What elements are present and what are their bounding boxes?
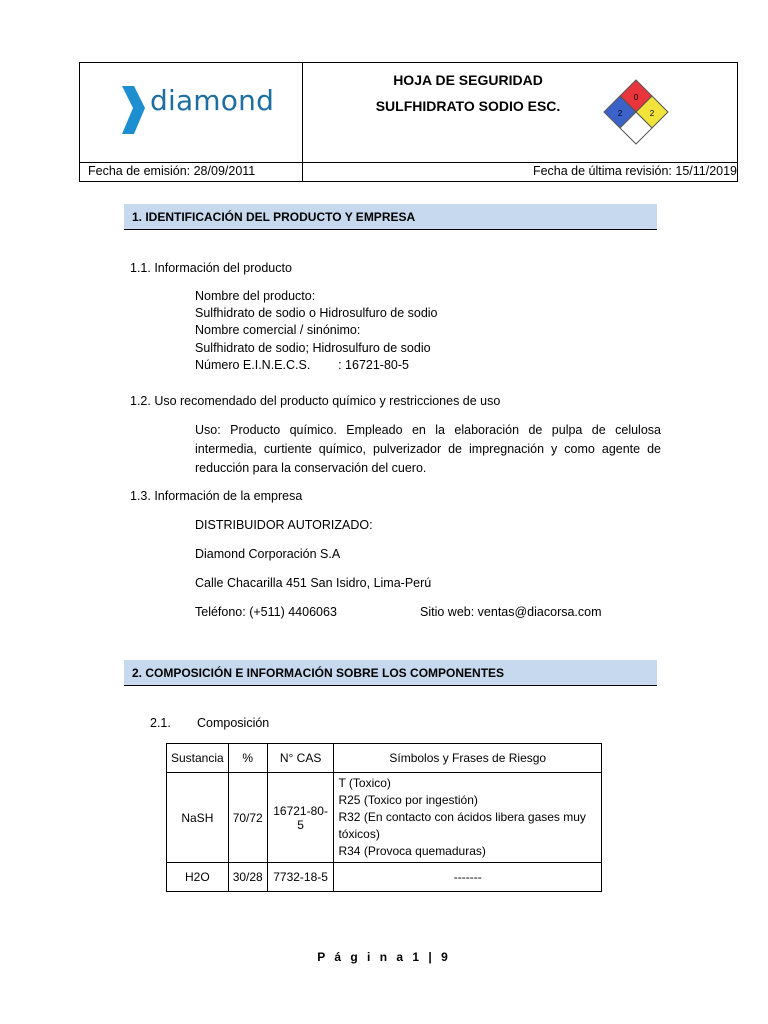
revision-date: Fecha de última revisión: 15/11/2019 — [532, 164, 737, 178]
cell-cas: 16721-80-5 — [267, 773, 334, 863]
subsection-1-2-title: 1.2. Uso recomendado del producto químico y restricciones de uso — [130, 394, 501, 408]
company-website[interactable]: Sitio web: ventas@diacorsa.com — [420, 605, 602, 619]
cell-substance: H2O — [167, 863, 229, 892]
product-line: Sulfhidrato de sodio; Hidrosulfuro de sodio — [195, 341, 431, 355]
cell-cas: 7732-18-5 — [267, 863, 334, 892]
subsection-1-1-title: 1.1. Información del producto — [130, 261, 292, 275]
section-2-heading — [124, 660, 657, 686]
document-title: HOJA DE SEGURIDAD — [393, 72, 543, 88]
cell-percent: 30/28 — [228, 863, 267, 892]
subsection-1-3-title: 1.3. Información de la empresa — [130, 489, 303, 503]
logo-mark-icon — [118, 84, 148, 136]
nfpa-reactivity: 2 — [649, 109, 655, 118]
emission-date: Fecha de emisión: 28/09/2011 — [88, 164, 256, 178]
company-address: Calle Chacarilla 451 San Isidro, Lima-Perú — [195, 576, 432, 590]
table-row — [167, 773, 602, 863]
product-line: Nombre del producto: — [195, 289, 316, 303]
risk-phrase: T (Toxico) — [338, 776, 391, 790]
cell-percent: 70/72 — [228, 773, 267, 863]
company-logo — [118, 82, 275, 138]
composition-table — [166, 743, 602, 892]
section-2-title: 2. COMPOSICIÓN E INFORMACIÓN SOBRE LOS COMPONENTES — [132, 666, 505, 680]
subsection-2-1-title: Composición — [197, 716, 270, 730]
product-title: SULFHIDRATO SODIO ESC. — [375, 98, 561, 114]
nfpa-flammability: 0 — [633, 93, 639, 102]
cell-risk: ------- — [334, 863, 602, 892]
risk-phrase: R34 (Provoca quemaduras) — [338, 844, 486, 858]
cell-risk — [334, 773, 602, 863]
header-date-divider — [79, 162, 738, 163]
table-row — [167, 863, 602, 892]
distributor-label: DISTRIBUIDOR AUTORIZADO: — [195, 518, 373, 532]
section-1-title: 1. IDENTIFICACIÓN DEL PRODUCTO Y EMPRESA — [132, 210, 416, 224]
table-header-row — [167, 744, 602, 773]
logo-wordmark: diamond — [150, 84, 275, 117]
header-percent: % — [228, 744, 267, 773]
page-number: P á g i n a 1 | 9 — [317, 950, 451, 964]
product-line: Nombre comercial / sinónimo: — [195, 323, 361, 337]
product-line: Número E.I.N.E.C.S. : 16721-80-5 — [195, 358, 409, 372]
use-paragraph: Uso: Producto químico. Empleado en la elaboración de pulpa de celulosa intermedia, curtiente químico, pulverizador de impregnación y como agente de reducción para la conservación del cuero. — [195, 423, 661, 475]
nfpa-health: 2 — [617, 109, 623, 118]
risk-phrase: R25 (Toxico por ingestión) — [338, 793, 478, 807]
section-1-heading — [124, 204, 657, 230]
header-risk: Símbolos y Frases de Riesgo — [334, 744, 602, 773]
product-line: Sulfhidrato de sodio o Hidrosulfuro de sodio — [195, 306, 438, 320]
nfpa-diamond-icon — [600, 76, 672, 148]
subsection-2-1-number: 2.1. — [150, 716, 171, 730]
company-phone: Teléfono: (+511) 4406063 — [195, 605, 337, 619]
cell-substance: NaSH — [167, 773, 229, 863]
company-name: Diamond Corporación S.A — [195, 547, 341, 561]
header-substance: Sustancia — [167, 744, 229, 773]
risk-phrase: R32 (En contacto con ácidos libera gases muy tóxicos) — [338, 810, 586, 841]
header-cas: N° CAS — [267, 744, 334, 773]
